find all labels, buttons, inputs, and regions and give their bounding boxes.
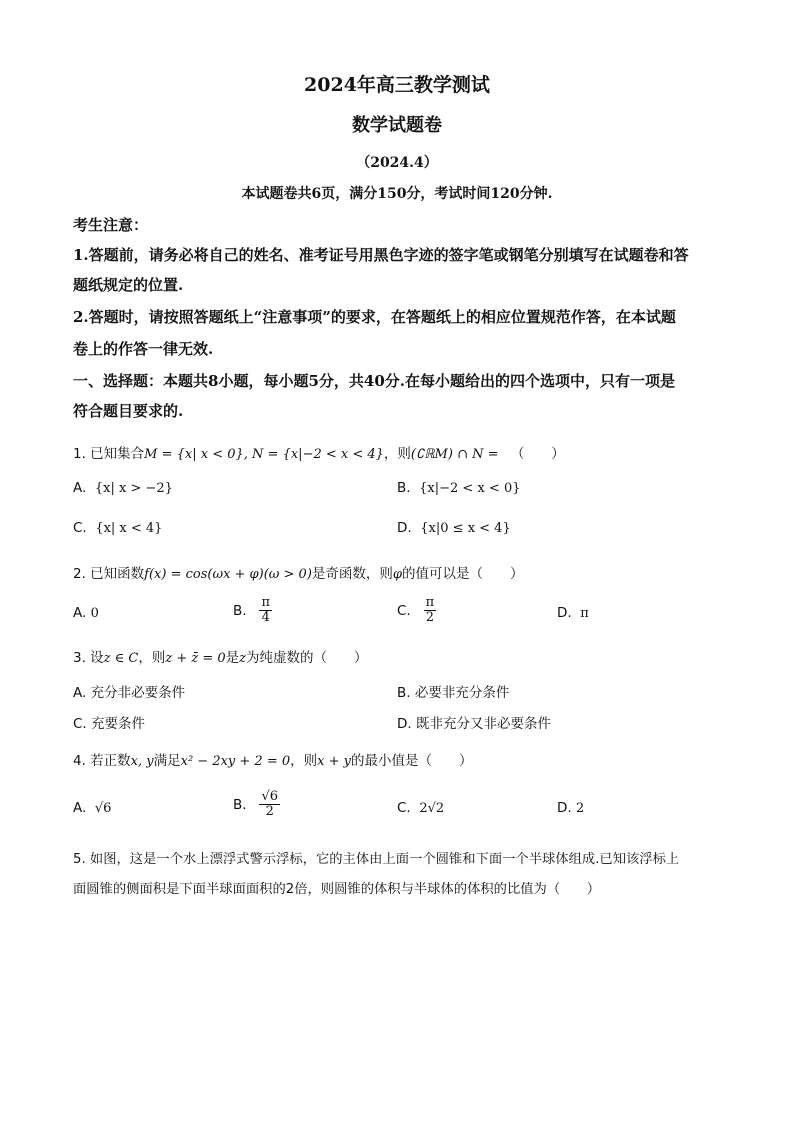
question-3-mid: ，则 [138, 650, 166, 666]
question-1-prefix: 1. 已知集合 [73, 446, 145, 462]
notice-item-2-line-1: 2.答题时，请按照答题纸上“注意事项”的要求，在答题纸上的相应位置规范作答，在本试题 [73, 308, 676, 326]
fraction [259, 790, 280, 820]
question-3-option-c: C. 充要条件 [73, 716, 146, 732]
question-3-option-d: D. 既非充分又非必要条件 [397, 716, 551, 732]
question-4-variables: x, y [130, 754, 154, 769]
question-3-stem [73, 646, 368, 666]
question-4-option-d [557, 800, 584, 816]
option-label: C. [397, 800, 411, 816]
question-3-prefix: 3. 设 [73, 650, 104, 666]
question-4-stem [73, 749, 472, 769]
notice-item-2-line-2: 卷上的作答一律无效. [73, 340, 214, 358]
fraction-denominator: 2 [425, 610, 434, 626]
option-label: D. [397, 520, 412, 536]
question-2-stem [73, 562, 524, 582]
question-3-mid-2: 是 [225, 650, 240, 666]
option-value: 2 [575, 801, 585, 816]
fraction [424, 596, 437, 626]
question-1-option-c [73, 520, 162, 536]
exam-info: 本试题卷共6页，满分150分，考试时间120分钟. [241, 186, 553, 202]
option-value: √6 [94, 801, 112, 816]
option-label: A. [73, 480, 87, 496]
option-label: B. [233, 796, 247, 813]
question-2-prefix: 2. 已知函数 [73, 566, 145, 582]
question-1-sets: M = {x| x < 0}, N = {x|−2 < x < 4} [144, 447, 384, 462]
question-2-suffix: 的值可以是（ ） [402, 566, 524, 582]
section-heading-line-2: 符合题目要求的. [73, 402, 184, 420]
question-4-mid: 满足 [153, 753, 181, 769]
question-4-option-b [233, 790, 280, 820]
question-1-option-b [397, 480, 521, 496]
notice-heading: 考生注意： [73, 216, 149, 234]
question-3-variable: z [239, 651, 247, 666]
question-2-option-d [557, 605, 589, 621]
fraction [259, 596, 272, 626]
exam-date: （2024.4） [356, 155, 438, 171]
question-1-expression: (∁ℝM) ∩ N = [410, 447, 499, 462]
question-2-phi: φ [392, 567, 403, 582]
question-1-option-d [397, 520, 511, 536]
option-value: {x| x < 4} [95, 521, 163, 536]
page-subtitle: 数学试题卷 [352, 115, 442, 136]
question-2-function: f(x) = cos(ωx + φ)(ω > 0) [144, 567, 312, 582]
question-3-suffix: 为纯虚数的（ ） [246, 650, 368, 666]
option-label: A. [73, 605, 87, 621]
option-label: D. [557, 605, 572, 621]
question-3-math: z ∈ C [103, 651, 139, 666]
option-label: B. [397, 480, 411, 496]
notice-item-1-line-2: 题纸规定的位置. [73, 276, 184, 294]
question-4-prefix: 4. 若正数 [73, 753, 131, 769]
option-value: {x| x > −2} [94, 481, 173, 496]
question-3-option-a: A. 充分非必要条件 [73, 685, 186, 701]
section-heading-line-1: 一、选择题：本题共8小题，每小题5分，共40分.在每小题给出的四个选项中，只有一项是 [73, 372, 675, 390]
option-label: D. [557, 800, 572, 816]
question-2-option-c [397, 596, 436, 626]
question-4-option-a [73, 800, 111, 816]
option-value: 0 [90, 606, 99, 621]
option-label: C. [397, 602, 411, 619]
question-1-paren: （ ） [510, 446, 565, 462]
option-label: B. [233, 602, 247, 619]
question-1-mid: ，则 [383, 446, 411, 462]
option-value: π [580, 606, 589, 621]
fraction-numerator: π [261, 595, 270, 610]
fraction-denominator: 4 [261, 610, 270, 626]
question-4-sum: x + y [317, 754, 351, 769]
question-1-stem [73, 442, 565, 462]
option-value: 2√2 [419, 801, 445, 816]
question-2-mid: 是奇函数，则 [311, 566, 393, 582]
question-4-suffix: 的最小值是（ ） [350, 753, 473, 769]
question-2-option-b [233, 596, 272, 626]
option-label: C. [73, 520, 87, 536]
question-1-option-a [73, 480, 173, 496]
fraction-numerator: π [425, 595, 435, 610]
question-2-option-a [73, 605, 99, 621]
question-5-line-2: 面圆锥的侧面积是下面半球面面积的2倍，则圆锥的体积与半球体的体积的比值为（ ） [73, 882, 601, 897]
fraction-numerator: √6 [261, 789, 278, 804]
question-4-option-c [397, 800, 444, 816]
notice-item-1-line-1: 1.答题前，请务必将自己的姓名、准考证号用黑色字迹的签字笔或钢笔分别填写在试题卷和答 [73, 246, 689, 264]
question-3-option-b: B. 必要非充分条件 [397, 685, 510, 701]
option-value: {x|−2 < x < 0} [419, 481, 521, 496]
question-3-condition: z + z̄ = 0 [165, 651, 226, 666]
question-5-line-1: 5. 如图，这是一个水上漂浮式警示浮标，它的主体由上面一个圆锥和下面一个半球体组成.已知该浮标上 [73, 852, 680, 867]
option-label: A. [73, 800, 87, 816]
fraction-denominator: 2 [265, 804, 274, 820]
question-4-mid-2: ，则 [290, 753, 318, 769]
page-title: 2024年高三教学测试 [304, 74, 490, 96]
question-4-equation: x² − 2xy + 2 = 0 [180, 754, 291, 769]
option-value: {x|0 ≤ x < 4} [420, 521, 511, 536]
